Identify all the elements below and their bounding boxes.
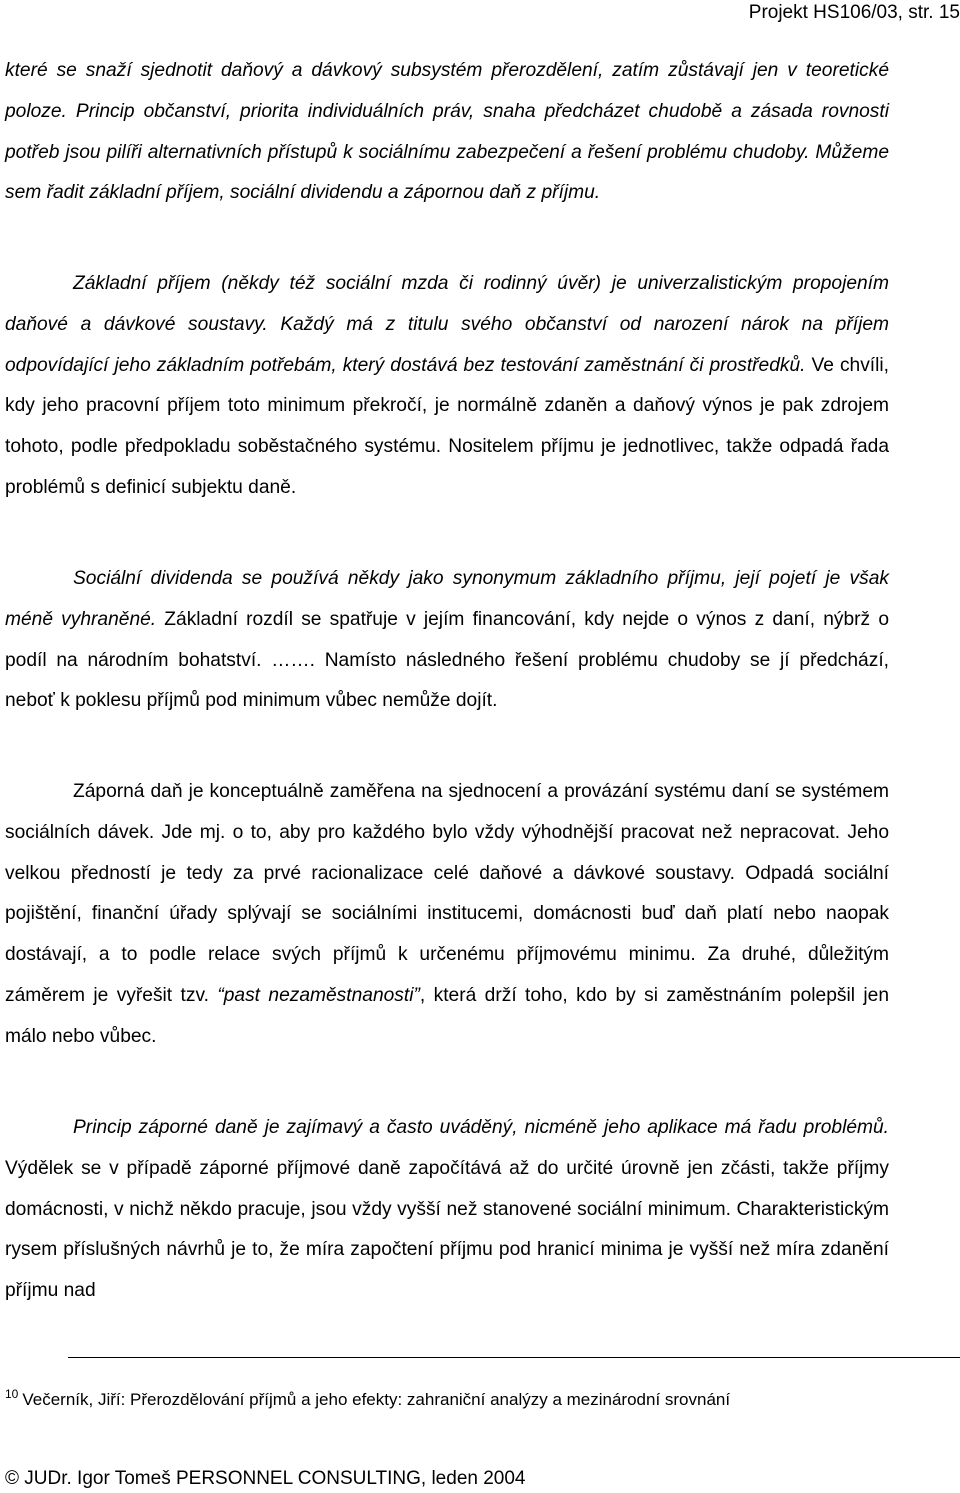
paragraph-4-part-1: Záporná daň je konceptuálně zaměřena na sjednocení a provázání systému daní se systémem sociálních dávek. Jde mj. o to, aby pro každého bylo vždy výhodnější pracovat než nepracovat. Jeho velkou předností je tedy za prvé racionalizace celé daňové a dávkové soustavy. Odpadá sociální pojištění, finanční úřady splývají se sociálními institucemi, domácnosti buď daň platí nebo naopak dostávají, a to podle relace svých příjmů k určenému příjmovému minimu. Za druhé, důležitým záměrem je vyřešit tzv. [5, 781, 889, 1006]
page-footer [5, 1467, 526, 1491]
paragraph-5-part-2: Výdělek se v případě záporné příjmové daně započítává až do určité úrovně jen zčásti, takže příjmy domácnosti, v nichž někdo pracuje, jsou vždy vyšší než stanovené sociální minimum. Charakteristickým rysem příslušných návrhů je to, že míra započtení příjmu pod hranicí minima je vyšší než míra zdanění příjmu nad [5, 1157, 889, 1302]
paragraph-2-part-2: Ve chvíli, kdy jeho pracovní příjem toto minimum překročí, je normálně zdaněn a daňový výnos je pak zdrojem tohoto, podle předpokladu soběstačného systému. Nositelem příjmu je jednotlivec, takže odpadá řada problémů s definicí subjektu daně. [5, 354, 889, 498]
page-header [749, 1, 960, 25]
paragraph-4-quote: “past nezaměstnanosti” [217, 984, 420, 1006]
page-number-label: Projekt HS106/03, str. 15 [748, 2, 960, 23]
paragraph-3-part-1: Sociální dividenda se používá někdy jako synonymum základního příjmu, její pojetí je však méně vyhraněné. [5, 568, 889, 630]
paragraph-2 [5, 264, 889, 509]
paragraph-4-part-3: , která drží toho, kdo by si zaměstnáním polepšil jen málo nebo vůbec. [5, 984, 890, 1047]
paragraph-1-part-2: Můžeme sem řadit základní příjem, sociální dividendu a zápornou daň z příjmu. [5, 141, 889, 204]
paragraph-3-part-2: Základní rozdíl se spatřuje v jejím financování, kdy nejde o výnos z daní, nýbrž o podíl na národním bohatství. ……. Namísto následného řešení problému chudoby se jí předchází, neboť k poklesu příjmů pod minimum vůbec nemůže dojít. [5, 608, 889, 712]
paragraph-4 [5, 772, 889, 1058]
footnote-text: Večerník, Jiří: Přerozdělování příjmů a jeho efekty: zahraniční analýzy a mezinárodní srovnání [22, 1390, 731, 1409]
footnote-number: 10 [5, 1387, 19, 1401]
copyright-text: © JUDr. Igor Tomeš PERSONNEL CONSULTING, leden 2004 [5, 1468, 526, 1489]
paragraph-1 [5, 51, 889, 214]
paragraph-5-part-1: Princip záporné daně je zajímavý a často uváděný, nicméně jeho aplikace má řadu problémů. [73, 1117, 889, 1138]
paragraph-5 [5, 1108, 889, 1312]
paragraph-3 [5, 559, 889, 722]
paragraph-1-part-1: které se snaží sjednotit daňový a dávkový subsystém přerozdělení, zatím zůstávají jen v teoretické poloze. Princip občanství, priorita individuálních práv, snaha předcházet chudobě a zásada rovnosti potřeb jsou pilíři alternativních přístupů k sociálnímu zabezpečení a řešení problému chudoby. [5, 60, 889, 163]
paragraph-2-part-1: Základní příjem (někdy též sociální mzda či rodinný úvěr) je univerzalistickým propojením daňové a dávkové soustavy. Každý má z titulu svého občanství od narození nárok na příjem odpovídající jeho základním potřebám, který dostává bez testování zaměstnání či prostředků. [5, 273, 889, 376]
footnote-separator [68, 1357, 960, 1358]
footnote [5, 1383, 730, 1411]
